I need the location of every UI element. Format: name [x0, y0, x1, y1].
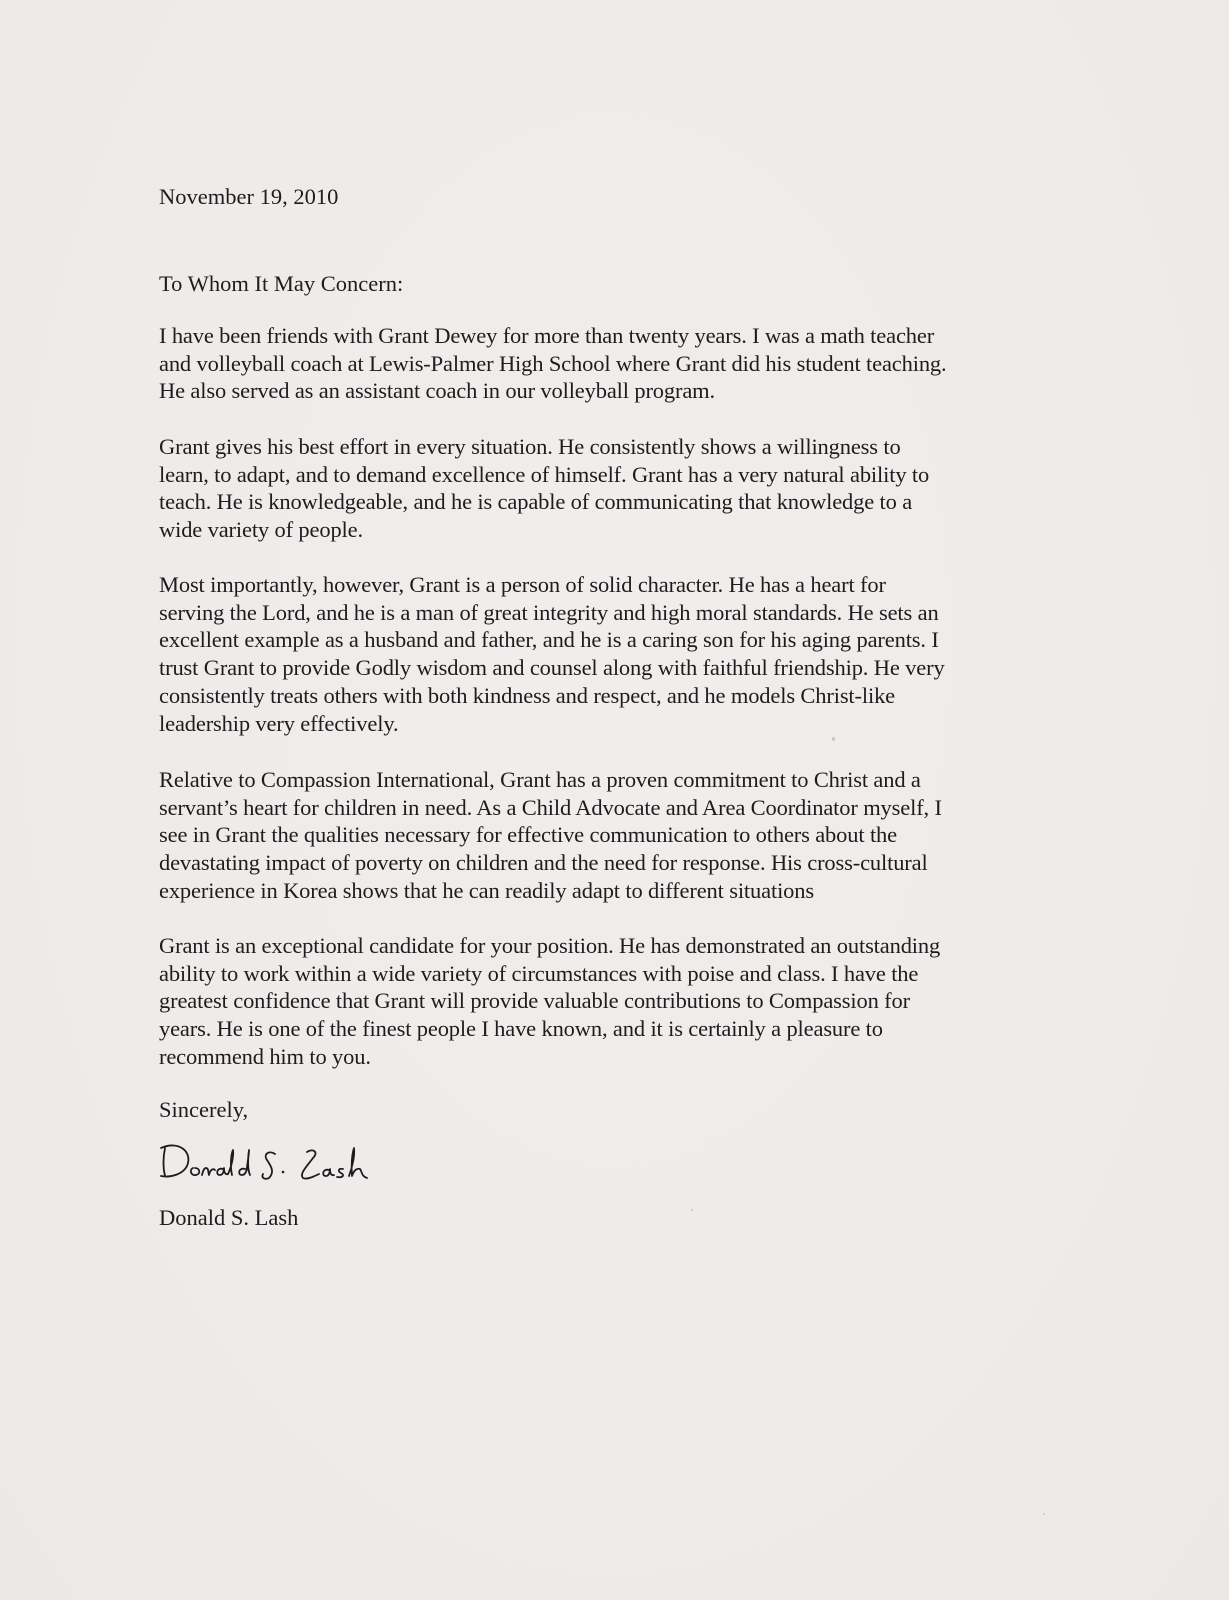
paragraph-3 [159, 571, 945, 737]
handwritten-signature [157, 1134, 417, 1192]
text-line: Most importantly, however, Grant is a person of solid character. He has a heart for [159, 572, 886, 597]
text-line: ability to work within a wide variety of circumstances with poise and class. I have the [159, 960, 919, 986]
printed-name: Donald S. Lash [159, 1205, 299, 1230]
text-line: excellent example as a husband and father, and he is a caring son for his aging parents. I [159, 627, 939, 653]
text-line: years. He is one of the finest people I have known, and it is certainly a pleasure to [159, 1016, 883, 1042]
scan-speck [832, 737, 835, 741]
text-line: experience in Korea shows that he can readily adapt to different situations [159, 877, 814, 903]
paragraph-1 [159, 322, 947, 405]
text-line: He also served as an assistant coach in our volleyball program. [159, 378, 716, 404]
letter-date: November 19, 2010 [159, 184, 339, 209]
paragraph-4 [159, 766, 942, 905]
text-line: servant’s heart for children in need. As a Child Advocate and Area Coordinator myself, I [159, 794, 942, 820]
text-line: consistently treats others with both kindness and respect, and he models Christ-like [159, 682, 896, 708]
scan-speck [691, 1209, 693, 1211]
text-line: trust Grant to provide Godly wisdom and counsel along with faithful friendship. He very [159, 655, 945, 681]
text-line: Grant is an exceptional candidate for your position. He has demonstrated an outstanding [159, 933, 941, 958]
text-line: wide variety of people. [159, 517, 363, 543]
text-line: Grant gives his best effort in every situation. He consistently shows a willingness to [159, 434, 901, 459]
paragraph-2 [159, 433, 929, 544]
text-line: leadership very effectively. [159, 710, 399, 736]
text-line: I have been friends with Grant Dewey for more than twenty years. I was a math teacher [159, 323, 935, 348]
paragraph-5 [159, 932, 940, 1071]
text-line: learn, to adapt, and to demand excellence of himself. Grant has a very natural ability to [159, 461, 930, 487]
text-line: Relative to Compassion International, Grant has a proven commitment to Christ and a [159, 767, 921, 792]
text-line: serving the Lord, and he is a man of great integrity and high moral standards. He sets an [159, 599, 939, 625]
closing: Sincerely, [159, 1097, 249, 1122]
salutation: To Whom It May Concern: [159, 271, 404, 296]
text-line: teach. He is knowledgeable, and he is capable of communicating that knowledge to a [159, 489, 913, 515]
text-line: and volleyball coach at Lewis-Palmer High School where Grant did his student teaching. [159, 350, 947, 376]
text-line: recommend him to you. [159, 1043, 371, 1069]
text-line: see in Grant the qualities necessary for effective communication to others about the [159, 822, 897, 848]
text-line: greatest confidence that Grant will provide valuable contributions to Compassion for [159, 988, 910, 1014]
scan-speck [1043, 1513, 1045, 1515]
text-line: devastating impact of poverty on children and the need for response. His cross-cultural [159, 850, 928, 876]
